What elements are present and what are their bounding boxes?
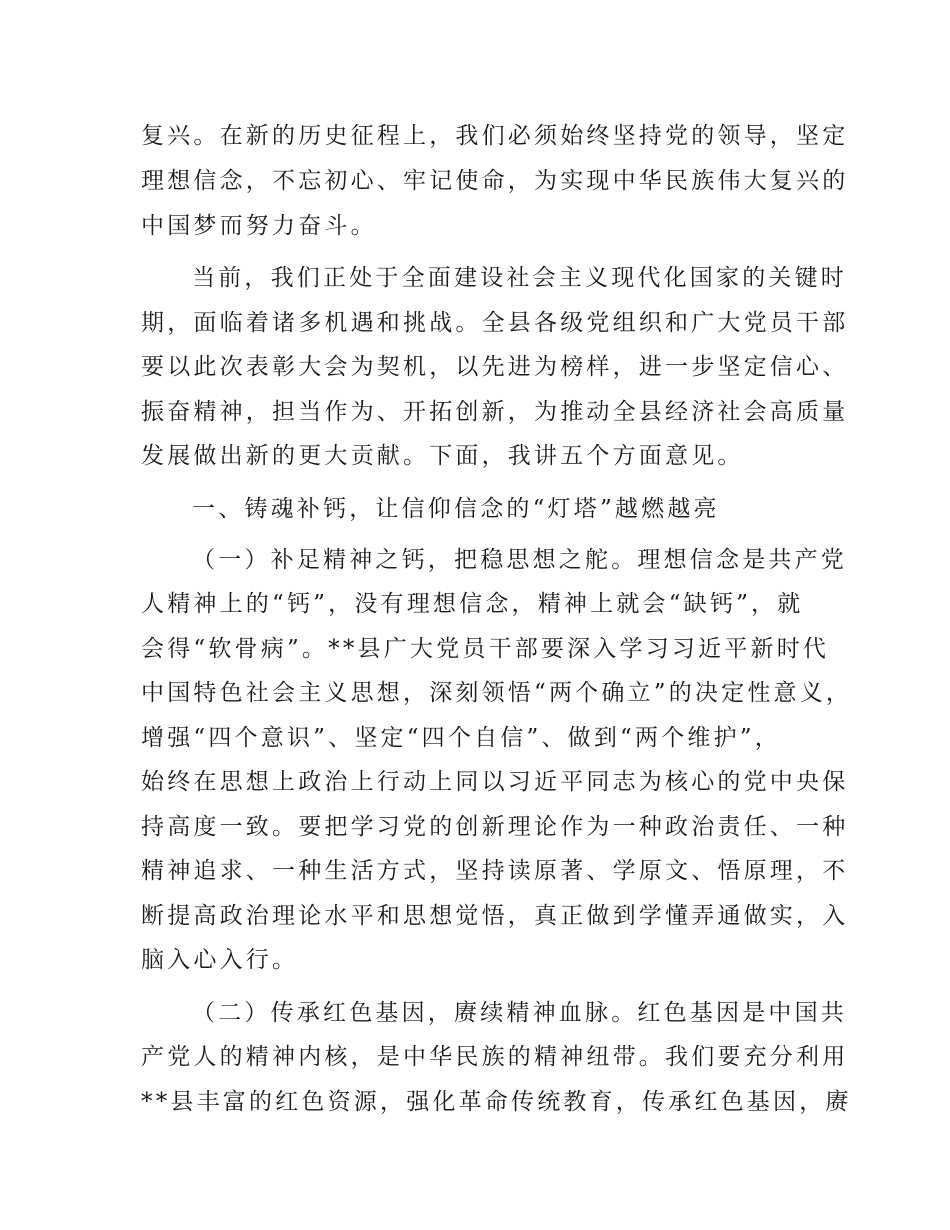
text-line: 期，面临着诸多机遇和挑战。全县各级党组织和广大党员干部 bbox=[141, 310, 849, 336]
text-line: 中国梦而努力奋斗。 bbox=[141, 213, 377, 239]
text-line: 脑入心入行。 bbox=[141, 947, 299, 973]
text-line: 人精神上的“钙”，没有理想信念，精神上就会“缺钙”，就 bbox=[141, 591, 804, 617]
text-line: 持高度一致。要把学习党的创新理论作为一种政治责任、一种 bbox=[141, 814, 849, 840]
text-line: **县丰富的红色资源，强化革命传统教育，传承红色基因，赓 bbox=[141, 1089, 852, 1115]
paragraph-first-line: （二）传承红色基因，赓续精神血脉。红色基因是中国共 bbox=[192, 1000, 847, 1026]
text-line: 发展做出新的更大贡献。下面，我讲五个方面意见。 bbox=[141, 443, 744, 469]
text-line: 增强“四个意识”、坚定“四个自信”、做到“两个维护”， bbox=[141, 725, 781, 751]
paragraph-first-line: 当前，我们正处于全面建设社会主义现代化国家的关键时 bbox=[192, 265, 847, 291]
text-line: 复兴。在新的历史征程上，我们必须始终坚持党的领导，坚定 bbox=[141, 123, 849, 149]
text-line: 理想信念，不忘初心、牢记使命，为实现中华民族伟大复兴的 bbox=[141, 168, 849, 194]
text-line: 振奋精神，担当作为、开拓创新，为推动全县经济社会高质量 bbox=[141, 399, 849, 425]
paragraph-first-line: （一）补足精神之钙，把稳思想之舵。理想信念是共产党 bbox=[192, 547, 847, 573]
text-line: 要以此次表彰大会为契机，以先进为榜样，进一步坚定信心、 bbox=[141, 354, 849, 380]
text-line: 产党人的精神内核，是中华民族的精神纽带。我们要充分利用 bbox=[141, 1044, 849, 1070]
text-line: 精神追求、一种生活方式，坚持读原著、学原文、悟原理，不 bbox=[141, 858, 849, 884]
text-line: 始终在思想上政治上行动上同以习近平同志为核心的党中央保 bbox=[141, 769, 849, 795]
text-line: 断提高政治理论水平和思想觉悟，真正做到学懂弄通做实，入 bbox=[141, 903, 849, 929]
text-line: 中国特色社会主义思想，深刻领悟“两个确立”的决定性意义， bbox=[141, 680, 853, 706]
text-line: 会得“软骨病”。**县广大党员干部要深入学习习近平新时代 bbox=[141, 636, 830, 662]
section-heading: 一、铸魂补钙，让信仰信念的“灯塔”越燃越亮 bbox=[192, 496, 720, 522]
